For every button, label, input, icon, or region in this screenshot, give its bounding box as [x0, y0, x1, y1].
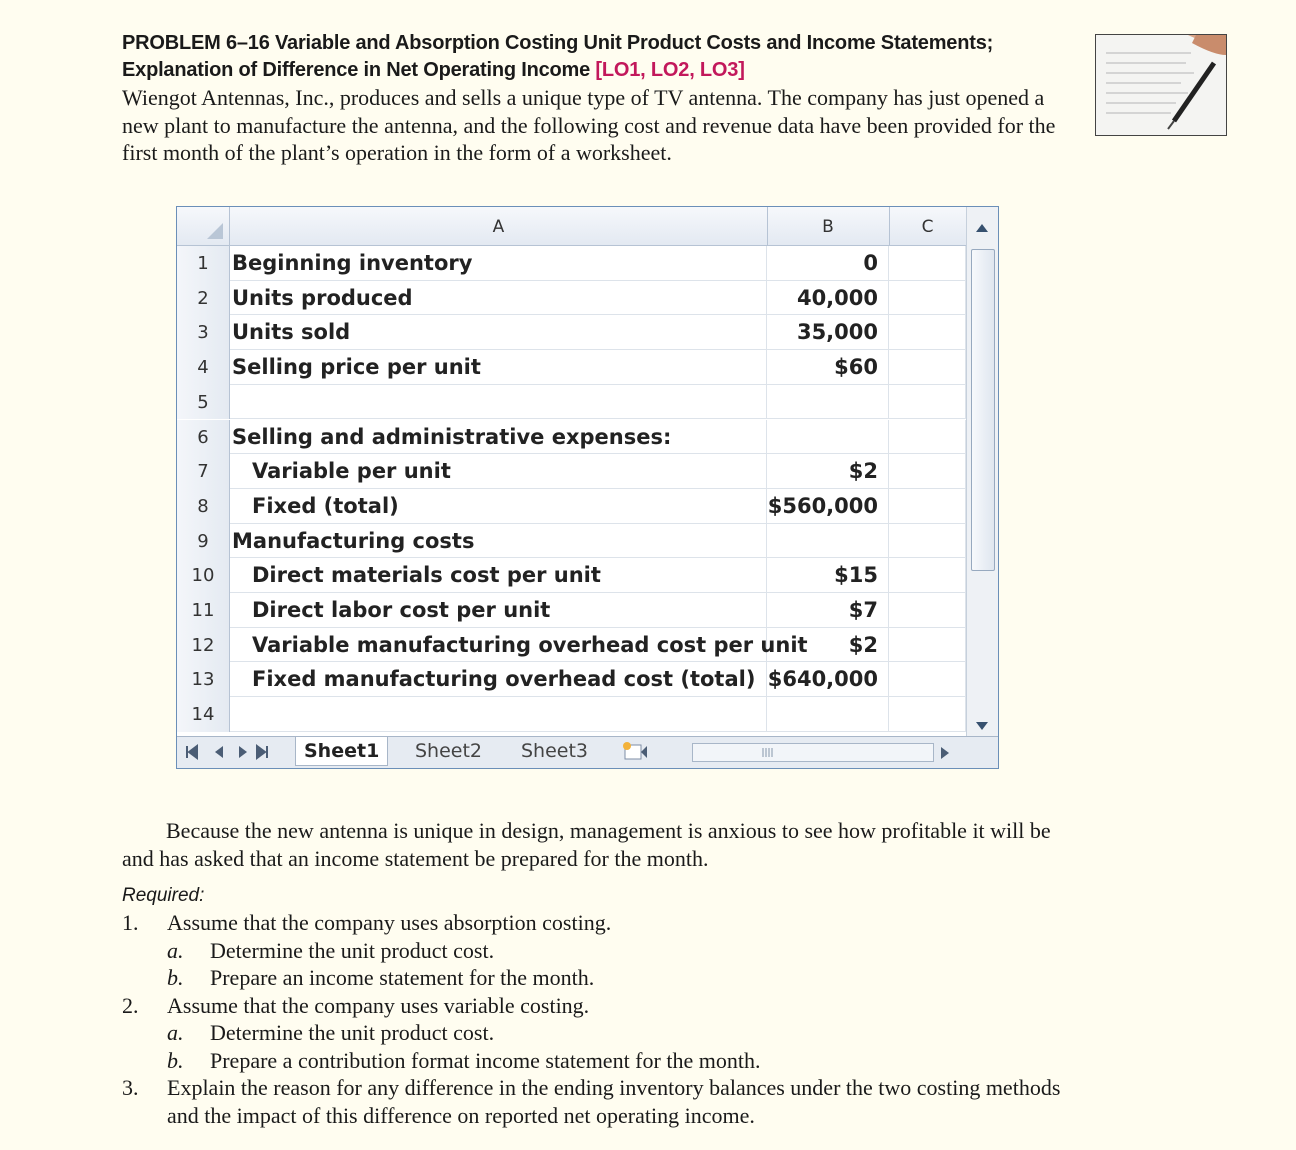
cell-a[interactable]: Units produced	[230, 281, 767, 316]
cell-a[interactable]: Variable per unit	[230, 454, 767, 489]
title-line-2	[122, 57, 1062, 84]
row-number[interactable]: 5	[177, 385, 230, 420]
cell-c[interactable]	[889, 420, 966, 455]
requirement-number: 1.	[122, 910, 139, 935]
row-number[interactable]: 8	[177, 489, 230, 524]
cell-a[interactable]	[230, 385, 767, 420]
requirement-number: 2.	[122, 992, 139, 1018]
row-number[interactable]: 2	[177, 281, 230, 316]
title-line-1: PROBLEM 6–16 Variable and Absorption Costing Unit Product Costs and Income Statements;	[122, 32, 994, 54]
worksheet-row	[177, 315, 966, 350]
requirement-text: Assume that the company uses variable costing.	[167, 992, 590, 1018]
cell-a[interactable]: Fixed manufacturing overhead cost (total)	[230, 662, 767, 697]
cell-a[interactable]: Variable manufacturing overhead cost per unit	[230, 628, 767, 663]
sub-requirement-letter: b.	[167, 965, 184, 990]
cell-c[interactable]	[889, 315, 966, 350]
cell-a[interactable]: Selling price per unit	[230, 350, 767, 385]
cell-c[interactable]	[889, 628, 966, 663]
cell-b[interactable]	[767, 420, 889, 455]
cell-c[interactable]	[889, 524, 966, 559]
cell-b[interactable]: 0	[767, 246, 889, 281]
sheet-nav-arrows[interactable]	[183, 740, 283, 768]
sub-requirement-text: Prepare an income statement for the month.	[210, 965, 595, 990]
writing-hand-icon	[1096, 35, 1226, 135]
horizontal-scroll-grip-icon[interactable]	[693, 744, 933, 761]
worksheet-row	[177, 558, 966, 593]
cell-a[interactable]: Direct labor cost per unit	[230, 593, 767, 628]
sub-requirement-letter: b.	[167, 1047, 184, 1073]
worksheet	[176, 206, 999, 769]
cell-c[interactable]	[889, 558, 966, 593]
cell-b[interactable]: $15	[767, 558, 889, 593]
worksheet-row	[177, 246, 966, 281]
sub-requirement-text: Prepare a contribution format income statement for the month.	[210, 1047, 761, 1073]
sub-requirement-text: Determine the unit product cost.	[210, 1020, 495, 1045]
vertical-scroll-thumb[interactable]	[971, 249, 995, 571]
worksheet-row	[177, 697, 966, 732]
cell-c[interactable]	[889, 454, 966, 489]
row-number[interactable]: 11	[177, 593, 230, 628]
sub-requirement-item	[122, 937, 1062, 965]
row-number[interactable]: 4	[177, 350, 230, 385]
cell-a[interactable]	[230, 697, 767, 732]
row-number[interactable]: 6	[177, 420, 230, 455]
cell-a[interactable]: Fixed (total)	[230, 489, 767, 524]
cell-a[interactable]: Direct materials cost per unit	[230, 558, 767, 593]
sheet-tab-bar	[177, 736, 998, 768]
requirements-list	[122, 909, 1062, 1129]
worksheet-row	[177, 350, 966, 385]
row-number[interactable]: 13	[177, 662, 230, 697]
worksheet-row	[177, 420, 966, 455]
requirement-item	[122, 992, 1062, 1020]
cell-b[interactable]: $60	[767, 350, 889, 385]
requirement-item	[122, 1074, 1062, 1129]
horizontal-scrollbar[interactable]	[692, 743, 934, 762]
tab-sheet2[interactable]: Sheet2	[415, 740, 483, 762]
tab-sheet3[interactable]: Sheet3	[521, 740, 589, 762]
vertical-scrollbar[interactable]	[966, 207, 998, 737]
column-header-a[interactable]: A	[230, 207, 768, 245]
cell-c[interactable]	[889, 281, 966, 316]
requirement-number: 3.	[122, 1075, 139, 1100]
insert-sheet-icon[interactable]	[617, 740, 657, 764]
cell-b[interactable]: $560,000	[767, 489, 889, 524]
title-line-2-text: Explanation of Difference in Net Operating Income	[122, 59, 591, 81]
cell-c[interactable]	[889, 489, 966, 524]
column-header-bar	[177, 207, 966, 246]
cell-c[interactable]	[889, 662, 966, 697]
required-label: Required:	[122, 885, 205, 906]
cell-b[interactable]	[767, 524, 889, 559]
cell-b[interactable]: $640,000	[767, 662, 889, 697]
follow-up-paragraph	[122, 817, 1062, 872]
sub-requirement-item	[122, 964, 1062, 992]
cell-b[interactable]: $2	[767, 628, 889, 663]
worksheet-row	[177, 454, 966, 489]
row-number[interactable]: 12	[177, 628, 230, 663]
row-number[interactable]: 9	[177, 524, 230, 559]
cell-a[interactable]: Selling and administrative expenses:	[230, 420, 767, 455]
problem-title	[122, 30, 1062, 84]
requirement-text: Explain the reason for any difference in the ending inventory balances under the two costing methods and the impact of this difference on reported net operating income.	[167, 1075, 1061, 1128]
sub-requirement-item	[122, 1019, 1062, 1047]
scroll-right-icon[interactable]	[935, 741, 975, 765]
worksheet-row	[177, 489, 966, 524]
worksheet-row	[177, 524, 966, 559]
cell-b[interactable]: $2	[767, 454, 889, 489]
sub-requirement-letter: a.	[167, 1020, 184, 1045]
cell-b[interactable]: 35,000	[767, 315, 889, 350]
worksheet-row	[177, 385, 966, 420]
writing-hand-image	[1095, 34, 1227, 136]
problem-intro: Wiengot Antennas, Inc., produces and sells a unique type of TV antenna. The company has just opened a new plant to manufacture the antenna, and the following cost and revenue data have been provided for the first month of the plant’s operation in the form of a worksheet.	[122, 85, 1056, 165]
cell-b[interactable]	[767, 697, 889, 732]
row-number[interactable]: 10	[177, 558, 230, 593]
scroll-up-icon[interactable]	[967, 221, 997, 235]
row-number[interactable]: 3	[177, 315, 230, 350]
learning-objectives: [LO1, LO2, LO3]	[595, 59, 745, 81]
row-number[interactable]: 14	[177, 697, 230, 732]
cell-b[interactable]: $7	[767, 593, 889, 628]
worksheet-row	[177, 593, 966, 628]
worksheet-row	[177, 662, 966, 697]
cell-c[interactable]	[889, 246, 966, 281]
tab-sheet1[interactable]: Sheet1	[295, 737, 388, 766]
requirement-text: Assume that the company uses absorption costing.	[167, 910, 612, 935]
cell-a[interactable]: Manufacturing costs	[230, 524, 767, 559]
sub-requirement-text: Determine the unit product cost.	[210, 937, 495, 963]
worksheet-row	[177, 281, 966, 316]
sheet-nav-icon[interactable]	[183, 740, 283, 764]
cell-a[interactable]: Units sold	[230, 315, 767, 350]
select-all-corner[interactable]	[177, 207, 230, 245]
sub-requirement-item	[122, 1047, 1062, 1075]
cell-c[interactable]	[889, 350, 966, 385]
requirement-item	[122, 909, 1062, 937]
cell-a[interactable]: Beginning inventory	[230, 246, 767, 281]
column-header-b[interactable]: B	[767, 207, 890, 245]
cell-b[interactable]	[767, 385, 889, 420]
cell-b[interactable]: 40,000	[767, 281, 889, 316]
row-number[interactable]: 7	[177, 454, 230, 489]
cell-c[interactable]	[889, 593, 966, 628]
row-number[interactable]: 1	[177, 246, 230, 281]
column-header-c[interactable]: C	[921, 217, 934, 237]
cell-c[interactable]	[889, 697, 966, 732]
scroll-down-icon[interactable]	[967, 719, 997, 733]
follow-up-text: Because the new antenna is unique in design, management is anxious to see how profitable it will be and has asked that an income statement be prepared for the month.	[122, 818, 1051, 871]
sub-requirement-letter: a.	[167, 937, 184, 963]
worksheet-row	[177, 628, 966, 663]
cell-c[interactable]	[889, 385, 966, 420]
